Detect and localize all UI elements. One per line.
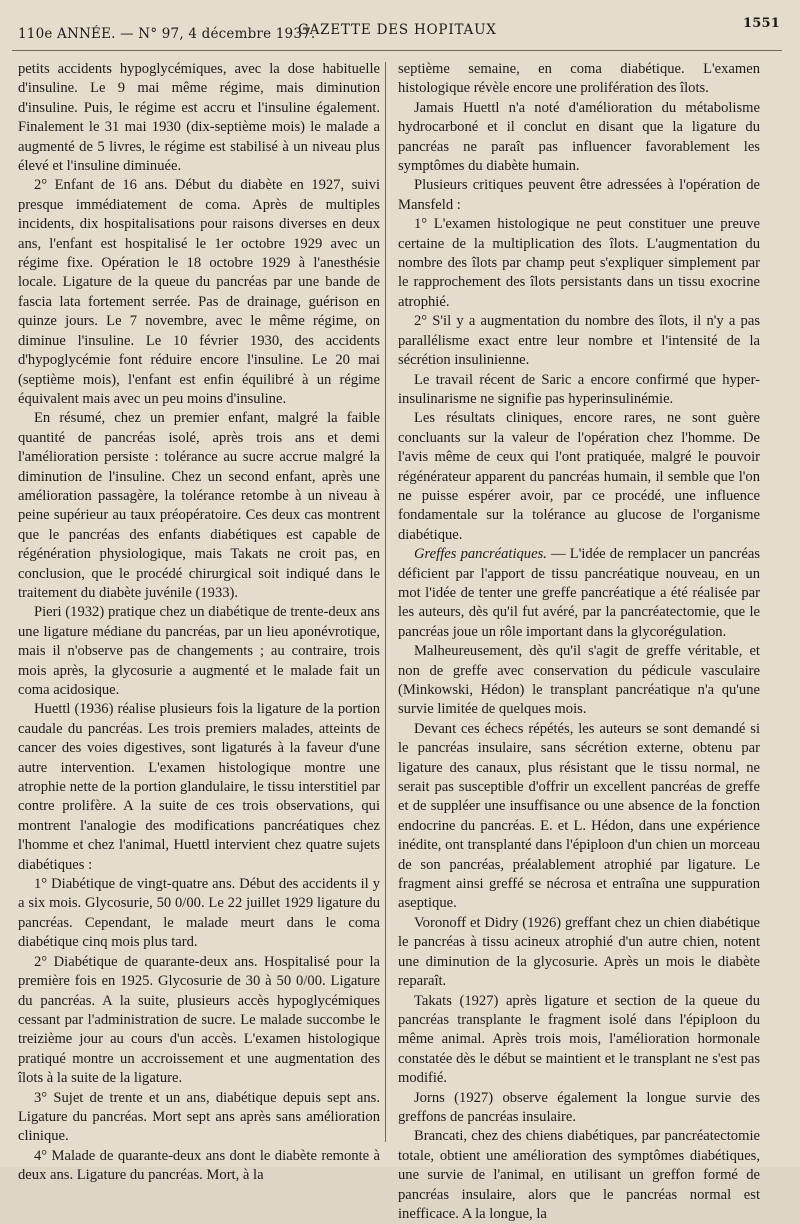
paragraph: Takats (1927) après ligature et section de la queue du pancréas transplante le fragment isolé dans l'épiploon du même animal. Après trois mois, l'amélioration hormonale constatée dès le début se maintient et le transplant ne s'est pas modifié. — [398, 992, 760, 1087]
paragraph: Pieri (1932) pratique chez un diabétique de trente-deux ans une ligature médiane du pancréas, par un lieu aponévrotique, mais il n'observe pas de changements ; au contraire, trois mois après, la glycosurie a augmenté et le malade fait un coma acidosique. — [18, 604, 380, 698]
section-paragraph — [398, 545, 760, 642]
paragraph: 3° Sujet de trente et un ans, diabétique depuis sept ans. Ligature du pancréas. Mort sept ans après sans amélioration clinique. — [18, 1089, 380, 1145]
paragraph: Le travail récent de Saric a encore confirmé que hyper-insulinarisme ne signifie pas hyperinsulinémie. — [398, 371, 760, 407]
left-column — [18, 60, 380, 1186]
paragraph: 4° Malade de quarante-deux ans dont le diabète remonte à deux ans. Ligature du pancréas. Mort, à la — [18, 1147, 380, 1184]
paragraph: Plusieurs critiques peuvent être adressées à l'opération de Mansfeld : — [398, 177, 760, 213]
paragraph: Huettl (1936) réalise plusieurs fois la ligature de la portion caudale du pancréas. Les trois premiers malades, atteints de cancer des voies digestives, sont ligaturés à la faveur d'une autre intervention. L'examen histologique montre une atrophie nette de la portion glandulaire, le tissu interstitiel par contre prolifère. A la suite de ces trois observations, qui montrent l'analogie des modifications pancréatiques chez l'homme et chez l'animal, Huettl intervient chez quatre sujets diabétiques : — [18, 701, 380, 873]
section-body: — L'idée de remplacer un pancréas déficient par l'apport de tissu pancréatique nouveau, en un mot l'idée de tenter une greffe pancréatique a été réalisée par les auteurs, dès qu'il fut avéré, par la pancréatectomie, que le pancréas joue un rôle important dans la glycorégulation. — [398, 546, 760, 640]
paragraph: septième semaine, en coma diabétique. L'examen histologique révèle encore une prolifération des îlots. — [398, 61, 760, 97]
paragraph: 1° L'examen histologique ne peut constituer une preuve certaine de la multiplication des îlots. L'augmentation du nombre des îlots par champ peut s'expliquer simplement par le rapprochement des îlots persistants dans un tissu exocrine atrophié. — [398, 216, 760, 310]
page-header — [18, 16, 780, 46]
paragraph: Jorns (1927) observe également la longue survie des greffons de pancréas insulaire. — [398, 1089, 760, 1125]
paragraph: 2° S'il y a augmentation du nombre des îlots, il n'y a pas parallélisme exact entre leur nombre et l'intensité de la sécrétion insulinienne. — [398, 313, 760, 369]
journal-title: GAZETTE DES HOPITAUX — [298, 22, 497, 38]
section-title: Greffes pancréatiques. — [414, 546, 547, 563]
paragraph: 1° Diabétique de vingt-quatre ans. Début des accidents il y a six mois. Glycosurie, 50 0/00. Le 22 juillet 1929 ligature du pancréas. Cependant, le malade meurt dans le coma diabétique cinq mois plus tard. — [18, 876, 380, 951]
paragraph: Malheureusement, dès qu'il s'agit de greffe véritable, et non de greffe avec conservation du pédicule vasculaire (Minkowski, Hédon) le transplant pancréatique n'a qu'une survie limitée de quelques mois. — [398, 643, 760, 718]
right-column — [398, 60, 760, 1224]
paragraph: 2° Diabétique de quarante-deux ans. Hospitalisé pour la première fois en 1925. Glycosurie de 30 à 50 0/00. Ligature du pancréas. A la suite, plusieurs accès hypoglycémiques cessant par l'administration de sucre. Le malade succombe le treizième jour au cours d'un accès. L'examen histologique pratiqué montre un accroissement et une augmentation des îlots à la suite de la ligature. — [18, 953, 380, 1087]
paragraph: En résumé, chez un premier enfant, malgré la faible quantité de pancréas isolé, après trois ans et demi l'amélioration persiste : tolérance au sucre accrue malgré la diminution de l'insuline. Chez un second enfant, après une amélioration passagère, la tolérance retombe à un niveau à peine supérieur au taux préopératoire. Ces deux cas montrent que le pancréas des enfants diabétiques est capable de régénération physiologique, mais Takats ne croit pas, en conclusion, que le procédé chirurgical soit indiqué dans le traitement du diabète juvénile (1933). — [18, 410, 380, 601]
paragraph: Voronoff et Didry (1926) greffant chez un chien diabétique le pancréas à tissu acineux atrophié d'un autre chien, notent une diminution de la glycosurie. Après un mois le diabète reparaît. — [398, 914, 760, 990]
column-divider — [385, 62, 386, 1142]
page-number: 1551 — [743, 16, 780, 31]
paragraph: Jamais Huettl n'a noté d'amélioration du métabolisme hydrocarboné et il conclut en disant que la ligature du pancréas ne paraît pas influencer favorablement les symptômes du diabète humain. — [398, 99, 760, 175]
header-rule — [12, 50, 782, 51]
paragraph: Brancati, chez des chiens diabétiques, par pancréatectomie totale, obtient une amélioration des symptômes diabétiques, une survie de l'animal, en utilisant un greffon formé de pancréas insulaire, alors que le pancréas normal est inefficace. A la longue, la — [398, 1128, 760, 1222]
paragraph: 2° Enfant de 16 ans. Début du diabète en 1927, suivi presque immédiatement de coma. Après de multiples incidents, dix hospitalisations pour raisons diverses en deux ans, l'enfant est hospitalisé le 1er octobre 1929 avec un régime fixe. Opération le 18 octobre 1929 à l'anesthésie locale. Ligature de la queue du pancréas par une bande de fascia lata fortement serrée. Pas de drainage, guérison en quinze jours. Le 7 novembre, avec le même régime, on diminue l'insuline. Le 10 février 1930, des accidents d'hypoglycémie font réduire encore l'insuline. Le 20 mai (septième mois), l'enfant est enfin équilibré à un régime équivalent mais avec un peu moins d'insuline. — [18, 177, 380, 407]
paragraph: Devant ces échecs répétés, les auteurs se sont demandé si le pancréas insulaire, sans sécrétion externe, obtenu par ligature des canaux, plus résistant que le tissu normal, ne serait pas susceptible d'offrir un excellent pancréas de greffe et de suppléer une insuffisance ou une absence de la fonction endocrine du pancréas. E. et L. Hédon, dans une expérience inédite, ont transplanté dans l'épiploon d'un chien un morceau de son pancréas, préalablement atrophié par ligature. Le fragment ainsi greffé se nécrosa et entraîna une suppuration aseptique. — [398, 720, 760, 912]
issue-line: 110e ANNÉE. — N° 97, 4 décembre 1937. — [18, 26, 316, 42]
paragraph: petits accidents hypoglycémiques, avec la dose habituelle d'insuline. Le 9 mai même régime, mais diminution d'insuline. Puis, le régime est accru et l'insuline également. Finalement le 31 mai 1930 (dix-septième mois) le malade a augmenté de 5 livres, le régime est stabilisé à un niveau plus élevé et l'insuline diminuée. — [18, 61, 380, 175]
paragraph: Les résultats cliniques, encore rares, ne sont guère concluants sur la valeur de l'opération chez l'homme. De l'avis même de ceux qui l'ont pratiquée, malgré le pouvoir régénérateur apparent du pancréas humain, il semble que l'on ne puisse espérer avoir, par ce procédé, une influence fondamentale sur la tolérance au glucose de l'organisme diabétique. — [398, 410, 760, 543]
